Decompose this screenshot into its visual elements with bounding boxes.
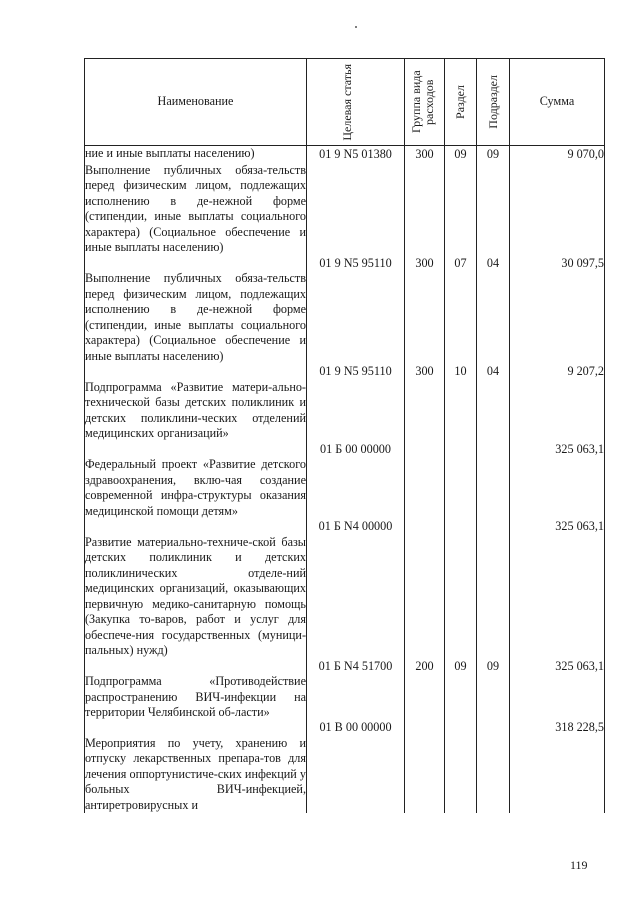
row-sum: [510, 535, 605, 675]
row-subsection-value: [477, 457, 509, 458]
row-sum: [510, 380, 605, 458]
header-section-label: Раздел: [453, 85, 467, 119]
row-subsection: [477, 674, 510, 736]
table-row: [85, 380, 605, 458]
row-section-value: [445, 674, 476, 675]
row-group: [405, 535, 445, 675]
table-row: [85, 457, 605, 535]
row-sum-value: 30 097,5: [561, 255, 604, 270]
row-group-value: 300: [415, 255, 434, 270]
row-group: [405, 163, 445, 272]
header-target-label: Целевая статья: [339, 63, 354, 141]
row-target-code-value: 01 9 N5 01380: [319, 147, 392, 161]
row-group: [405, 674, 445, 736]
page-number: 119: [570, 858, 588, 872]
row-section: [445, 736, 477, 814]
row-subsection: [477, 271, 510, 380]
row-target-code: [307, 163, 405, 272]
row-target-code: [307, 736, 405, 814]
row-section-value: 10: [454, 364, 467, 378]
row-name: Выполнение публичных обяза-тельств перед физическим лицом, подлежащих исполнению в де-нежной форме (стипендии, иные выплаты социального характера) (Социальное обеспечение и иные выплаты населению): [85, 271, 307, 380]
table-row: [85, 271, 605, 380]
row-name: Развитие материально-техниче-ской базы детских поликлиник и детских поликлинических отделе-ний медицинских организаций, оказывающих первичную медико-санитарную помощь (Закупка то-варов, работ и услуг для обеспече-ния государственных (муници-пальных) нужд): [85, 535, 307, 675]
row-subsection: [477, 163, 510, 272]
table-row: [85, 146, 605, 163]
row-subsection-value: 04: [486, 364, 500, 378]
table-header-row: [85, 59, 605, 146]
row-target-code-value: 01 В 00 00000: [319, 720, 392, 734]
row-sum-value: 9 070,0: [567, 147, 604, 161]
row-sum: [510, 271, 605, 380]
row-subsection: [477, 380, 510, 458]
row-sum-value: 325 063,1: [555, 519, 604, 533]
row-section-value: 09: [454, 147, 467, 161]
row-target-code-value: 01 Б 00 00000: [320, 441, 391, 456]
row-group-value: [405, 457, 444, 458]
row-group: [405, 457, 445, 535]
header-target: [307, 59, 405, 146]
header-section: [445, 59, 477, 146]
row-subsection: [477, 736, 510, 814]
row-target-code: [307, 535, 405, 675]
row-section: [445, 674, 477, 736]
row-name: Подпрограмма «Развитие матери-ально-технической базы детских поликлиник и детских поликлини-ческих отделений медицинских организаций»: [85, 380, 307, 458]
row-group: [405, 271, 445, 380]
row-section: [445, 271, 477, 380]
row-section-value: 09: [454, 658, 467, 673]
row-subsection: [477, 457, 510, 535]
row-name: Подпрограмма «Противодействие распространению ВИЧ-инфекции на территории Челябинской об-ласти»: [85, 674, 307, 736]
row-group-value: [405, 674, 444, 675]
row-section: [445, 457, 477, 535]
header-subsection: [477, 59, 510, 146]
row-group-value: 300: [415, 147, 434, 161]
row-sum: [510, 736, 605, 814]
row-target-code-value: 01 Б N4 51700: [318, 658, 393, 673]
row-section-value: 07: [454, 255, 467, 270]
row-subsection: [477, 535, 510, 675]
row-section-value: [445, 457, 476, 458]
row-name: Мероприятия по учету, хранению и отпуску лекарственных препара-тов для лечения оппортунистиче-ских инфекций у больных ВИЧ-инфекцией, антиретровирусных и: [85, 735, 306, 812]
row-subsection: [477, 146, 510, 163]
row-target-code-value: 01 9 N5 95110: [319, 364, 392, 378]
header-sum: Сумма: [510, 59, 605, 146]
table-row: [85, 736, 605, 814]
row-target-code: [307, 380, 405, 458]
row-group-value: 200: [415, 658, 434, 673]
header-name: Наименование: [85, 59, 307, 146]
row-section: [445, 535, 477, 675]
row-section: [445, 380, 477, 458]
row-section: [445, 146, 477, 163]
header-group: [405, 59, 445, 146]
row-target-code: [307, 146, 405, 163]
row-target-code: [307, 457, 405, 535]
row-sum-value: 9 207,2: [567, 364, 604, 378]
row-group-value: [405, 380, 444, 381]
row-sum-value: 325 063,1: [555, 658, 604, 673]
table-row: [85, 163, 605, 272]
header-subsection-label: Подраздел: [485, 75, 500, 129]
budget-table: [84, 58, 605, 813]
row-sum: [510, 146, 605, 163]
row-sum: [510, 674, 605, 736]
row-name: Выполнение публичных обяза-тельств перед физическим лицом, подлежащих исполнению в де-нежной форме (стипендии, иные выплаты социального характера) (Социальное обеспечение и иные выплаты населению): [85, 163, 307, 272]
row-group: [405, 380, 445, 458]
header-group-label: Группа вида расходов: [408, 70, 436, 134]
table-row: [85, 535, 605, 675]
row-group: [405, 146, 445, 163]
row-subsection-value: 04: [486, 255, 500, 270]
table-row: [85, 674, 605, 736]
row-sum: [510, 457, 605, 535]
row-sum-value: 325 063,1: [555, 441, 604, 456]
row-target-code: [307, 271, 405, 380]
row-sum: [510, 163, 605, 272]
row-group-value: 300: [415, 364, 434, 378]
row-section-value: [445, 380, 476, 381]
row-subsection-value: [477, 380, 509, 381]
scan-speck: [355, 26, 357, 28]
row-target-code: [307, 674, 405, 736]
row-subsection-value: [477, 674, 509, 675]
row-target-code-value: 01 9 N5 95110: [319, 255, 392, 270]
row-target-code-value: 01 Б N4 00000: [318, 519, 393, 533]
row-name: ние и иные выплаты населению): [85, 146, 307, 163]
row-subsection-value: 09: [486, 658, 500, 673]
row-group: [405, 736, 445, 814]
row-section: [445, 163, 477, 272]
row-sum-value: 318 228,5: [555, 720, 604, 734]
row-name: Федеральный проект «Развитие детского здравоохранения, вклю-чая создание современной инфра-структуры оказания медицинской помощи детям»: [85, 457, 307, 535]
row-subsection-value: 09: [486, 147, 500, 161]
